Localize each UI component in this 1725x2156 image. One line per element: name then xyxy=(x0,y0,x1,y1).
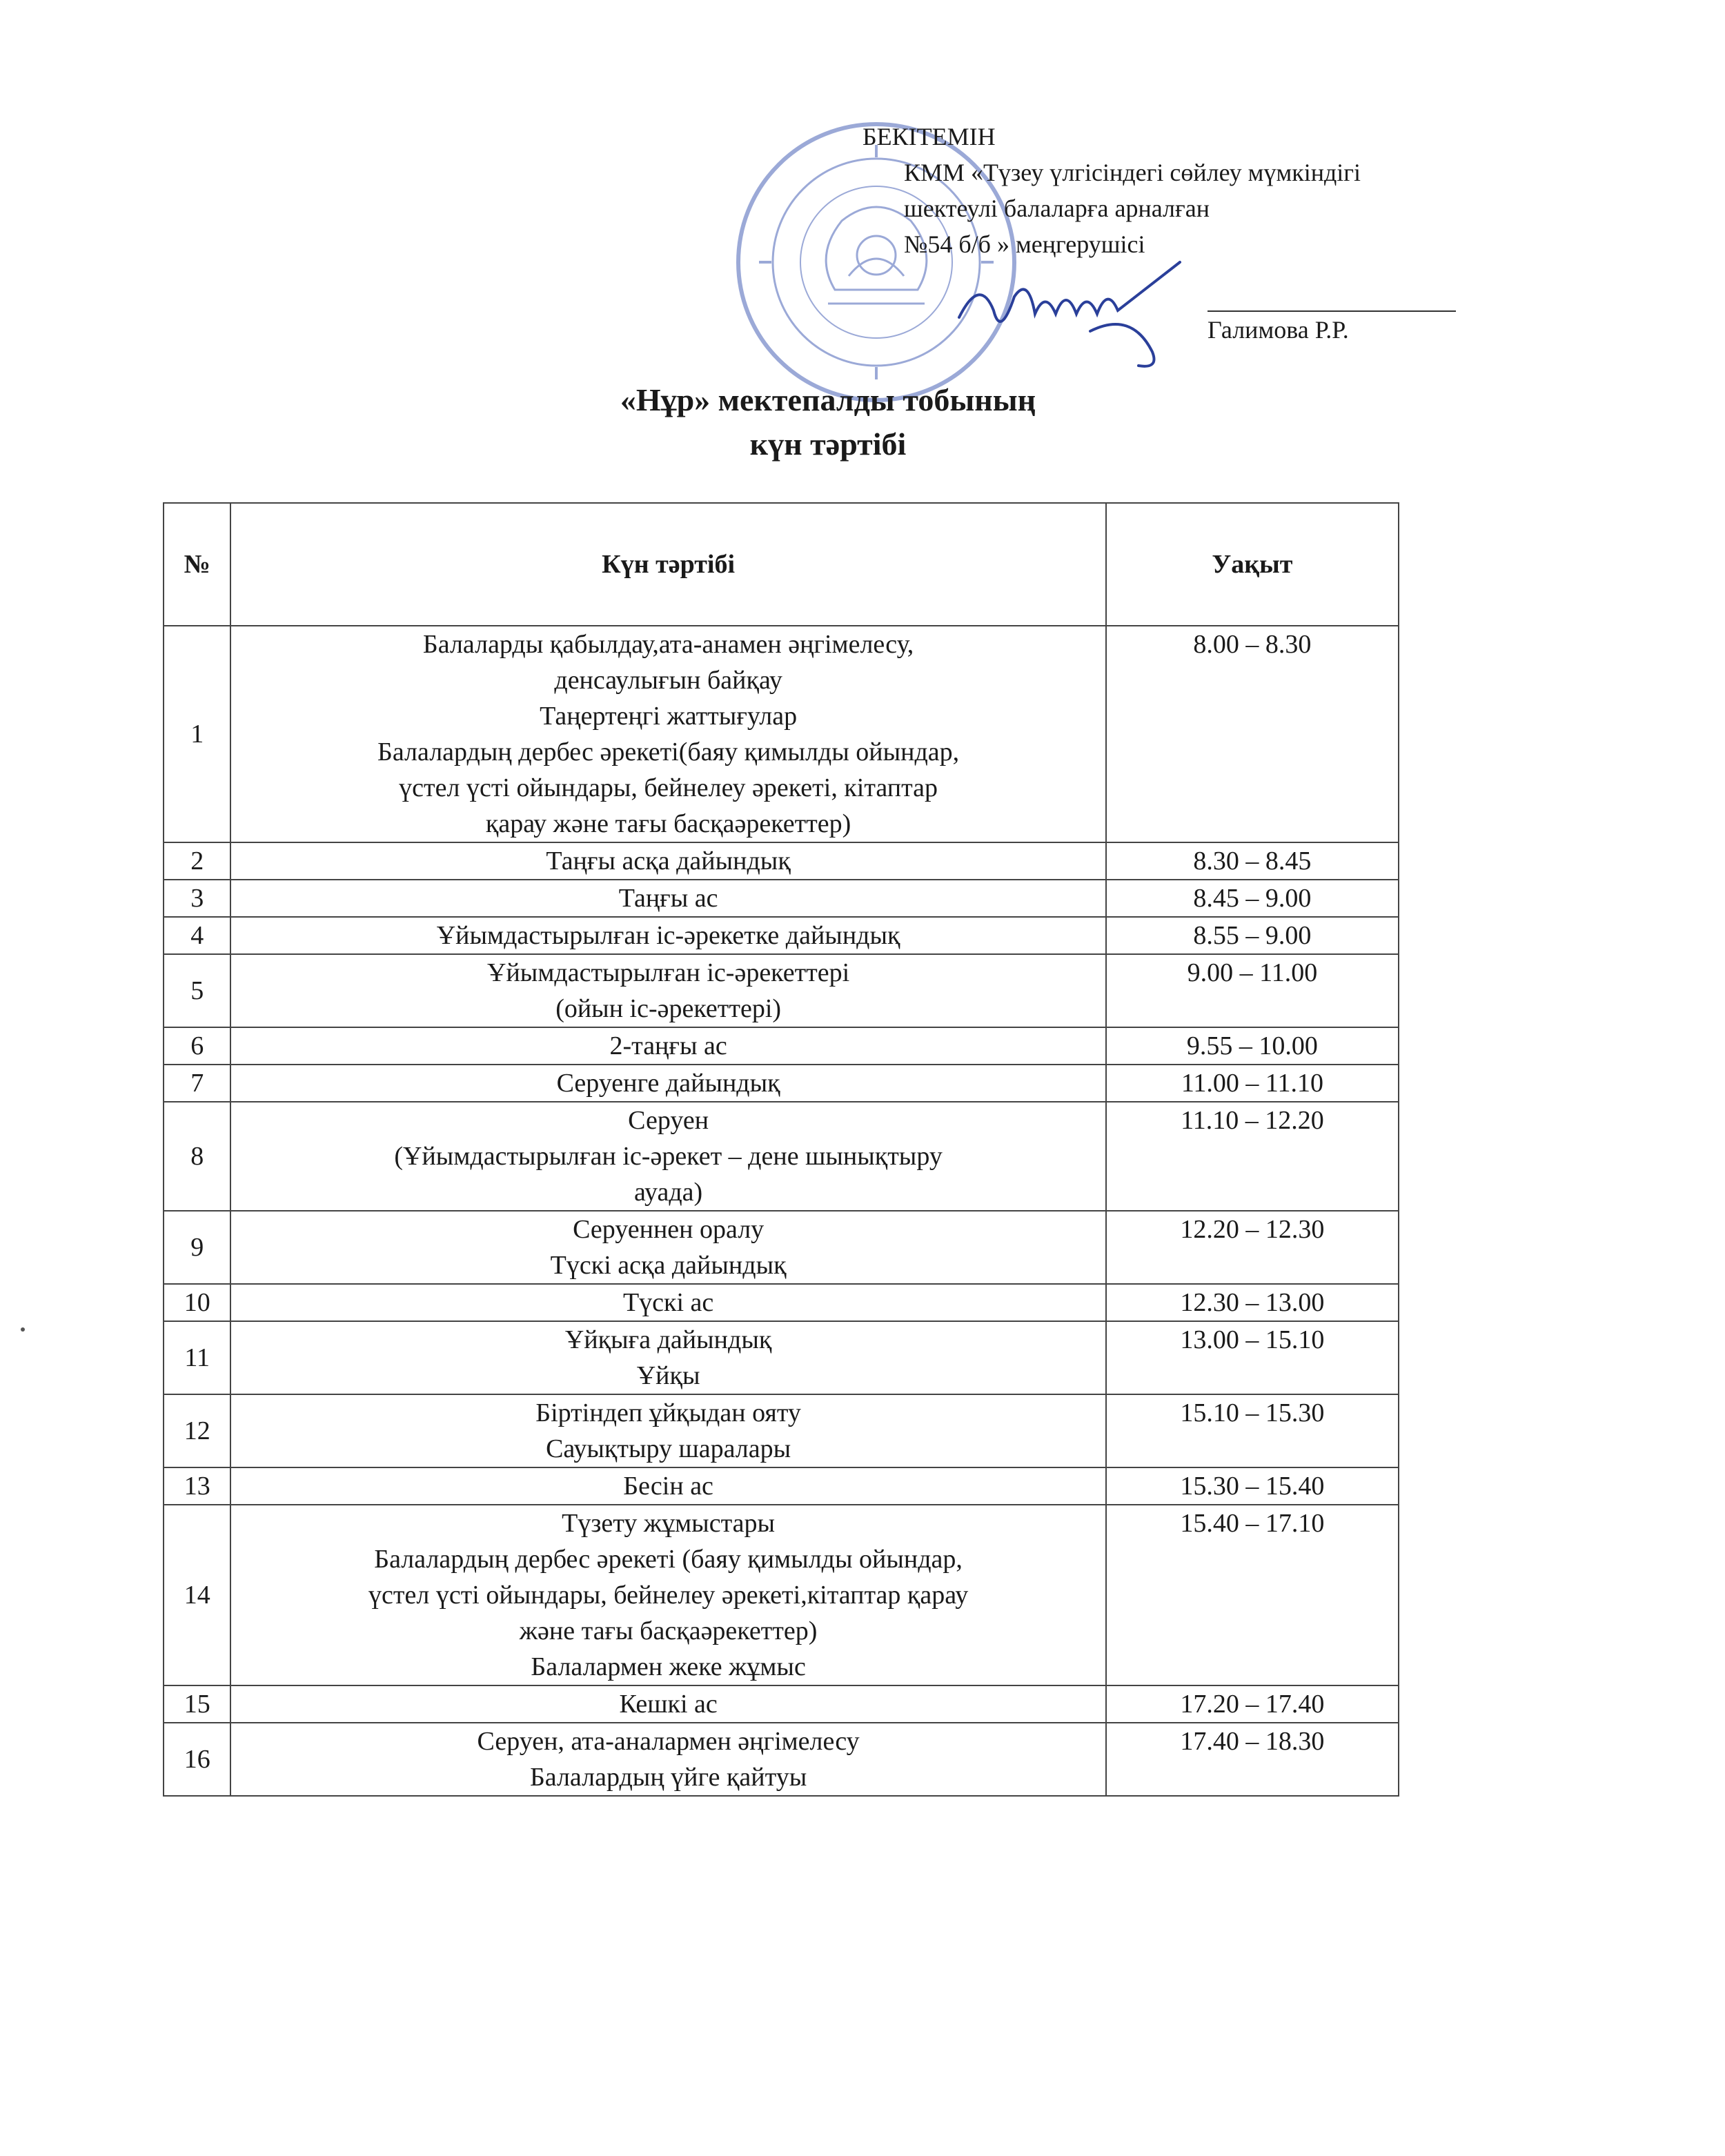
activity-line: Балалардың дербес әрекеті(баяу қимылды ойындар, xyxy=(377,738,960,767)
activity-line: Балаларды қабылдау,ата-анамен әңгімелесу, xyxy=(422,630,914,659)
row-activity xyxy=(230,1027,1105,1065)
row-activity xyxy=(230,1065,1105,1102)
table-header-row xyxy=(164,503,1399,626)
table-row xyxy=(164,1505,1399,1685)
activity-line: ауада) xyxy=(634,1178,703,1207)
row-time: 9.00 – 11.00 xyxy=(1106,954,1399,1027)
row-number: 15 xyxy=(164,1685,230,1723)
row-time: 8.00 – 8.30 xyxy=(1106,626,1399,842)
activity-line: Серуенге дайындық xyxy=(556,1069,780,1098)
page-title xyxy=(414,378,1242,466)
row-time: 11.00 – 11.10 xyxy=(1106,1065,1399,1102)
title-line-1: «Нұр» мектепалды тобының xyxy=(620,382,1036,417)
row-activity xyxy=(230,1505,1105,1685)
row-activity xyxy=(230,1211,1105,1284)
activity-line: Серуен xyxy=(628,1106,709,1135)
row-time: 15.40 – 17.10 xyxy=(1106,1505,1399,1685)
row-activity xyxy=(230,880,1105,917)
table-row xyxy=(164,1284,1399,1321)
activity-line: (ойын іс-әрекеттері) xyxy=(555,994,782,1023)
activity-line: Серуеннен оралу xyxy=(573,1215,765,1244)
title-line-2: күн тәртібі xyxy=(749,426,907,462)
row-number: 2 xyxy=(164,842,230,880)
signature-line xyxy=(1208,290,1456,312)
row-number: 16 xyxy=(164,1723,230,1796)
activity-line: Таңғы ас xyxy=(618,884,718,913)
activity-line: үстел үсті ойындары, бейнелеу әрекеті, кітаптар xyxy=(399,773,938,802)
row-activity xyxy=(230,842,1105,880)
activity-line: Түскі асқа дайындық xyxy=(550,1251,787,1280)
row-activity xyxy=(230,954,1105,1027)
activity-line: (Ұйымдастырылған іс-әрекет – дене шынықтыру xyxy=(394,1142,943,1171)
row-number: 9 xyxy=(164,1211,230,1284)
row-activity xyxy=(230,1284,1105,1321)
activity-line: Балалармен жеке жұмыс xyxy=(531,1652,806,1681)
table-row xyxy=(164,1211,1399,1284)
header-num: № xyxy=(164,503,230,626)
table-row xyxy=(164,880,1399,917)
row-time: 15.10 – 15.30 xyxy=(1106,1394,1399,1467)
schedule-table xyxy=(163,502,1399,1797)
activity-line: Сауықтыру шаралары xyxy=(546,1434,791,1463)
row-time: 12.20 – 12.30 xyxy=(1106,1211,1399,1284)
row-time: 17.20 – 17.40 xyxy=(1106,1685,1399,1723)
approval-heading: БЕКІТЕМІН xyxy=(862,123,996,150)
row-number: 10 xyxy=(164,1284,230,1321)
header-activity: Күн тәртібі xyxy=(230,503,1105,626)
table-row xyxy=(164,1394,1399,1467)
activity-line: Түскі ас xyxy=(622,1288,714,1317)
row-number: 1 xyxy=(164,626,230,842)
activity-line: қарау және тағы басқаәрекеттер) xyxy=(485,809,851,838)
activity-line: және тағы басқаәрекеттер) xyxy=(519,1616,818,1645)
table-row xyxy=(164,1723,1399,1796)
activity-line: Біртіндеп ұйқыдан ояту xyxy=(535,1398,801,1427)
row-time: 17.40 – 18.30 xyxy=(1106,1723,1399,1796)
activity-line: Серуен, ата-аналармен әңгімелесу xyxy=(477,1727,860,1756)
scan-speck xyxy=(21,1327,25,1332)
row-time: 12.30 – 13.00 xyxy=(1106,1284,1399,1321)
header-time: Уақыт xyxy=(1106,503,1399,626)
row-time: 11.10 – 12.20 xyxy=(1106,1102,1399,1211)
schedule-body xyxy=(164,626,1399,1796)
activity-line: Ұйқы xyxy=(636,1361,700,1390)
row-number: 14 xyxy=(164,1505,230,1685)
activity-line: 2-таңғы ас xyxy=(609,1031,727,1060)
row-number: 12 xyxy=(164,1394,230,1467)
table-row xyxy=(164,1065,1399,1102)
row-number: 4 xyxy=(164,917,230,954)
table-row xyxy=(164,1321,1399,1394)
table-row xyxy=(164,917,1399,954)
activity-line: Балалардың дербес әрекеті (баяу қимылды ойындар, xyxy=(374,1545,963,1574)
row-number: 6 xyxy=(164,1027,230,1065)
row-number: 3 xyxy=(164,880,230,917)
row-number: 11 xyxy=(164,1321,230,1394)
table-row xyxy=(164,842,1399,880)
row-number: 5 xyxy=(164,954,230,1027)
activity-line: Ұйымдастырылған іс-әрекетке дайындық xyxy=(436,921,900,950)
row-time: 13.00 – 15.10 xyxy=(1106,1321,1399,1394)
table-row xyxy=(164,1027,1399,1065)
approval-line-3: №54 б/б » меңгерушісі xyxy=(904,230,1145,258)
row-time: 15.30 – 15.40 xyxy=(1106,1467,1399,1505)
approval-block xyxy=(862,119,1552,348)
activity-line: Балалардың үйге қайтуы xyxy=(529,1763,807,1792)
activity-line: денсаулығын байқау xyxy=(554,666,782,695)
table-row xyxy=(164,626,1399,842)
activity-line: Ұйымдастырылған іс-әрекеттері xyxy=(487,958,850,987)
activity-line: үстел үсті ойындары, бейнелеу әрекеті,кітаптар қарау xyxy=(368,1581,969,1610)
approval-signature-row xyxy=(862,276,1552,348)
approval-line-1: КММ «Түзеу үлгісіндегі сөйлеу мүмкіндігі xyxy=(904,159,1361,186)
row-activity xyxy=(230,917,1105,954)
row-activity xyxy=(230,1102,1105,1211)
activity-line: Түзету жұмыстары xyxy=(562,1509,776,1538)
row-time: 8.45 – 9.00 xyxy=(1106,880,1399,917)
row-time: 8.30 – 8.45 xyxy=(1106,842,1399,880)
row-time: 9.55 – 10.00 xyxy=(1106,1027,1399,1065)
row-number: 8 xyxy=(164,1102,230,1211)
activity-line: Бесін ас xyxy=(623,1472,713,1501)
row-activity xyxy=(230,1321,1105,1394)
row-time: 8.55 – 9.00 xyxy=(1106,917,1399,954)
approval-line-2: шектеулі балаларға арналған xyxy=(904,195,1210,222)
row-activity xyxy=(230,1394,1105,1467)
table-row xyxy=(164,1467,1399,1505)
row-activity xyxy=(230,1685,1105,1723)
table-row xyxy=(164,954,1399,1027)
activity-line: Ұйқыға дайындық xyxy=(564,1325,772,1354)
table-row xyxy=(164,1102,1399,1211)
row-activity xyxy=(230,626,1105,842)
row-number: 13 xyxy=(164,1467,230,1505)
row-activity xyxy=(230,1723,1105,1796)
row-activity xyxy=(230,1467,1105,1505)
row-number: 7 xyxy=(164,1065,230,1102)
activity-line: Таңертеңгі жаттығулар xyxy=(540,702,798,731)
signatory-name: Галимова Р.Р. xyxy=(1208,316,1349,344)
activity-line: Таңғы асқа дайындық xyxy=(546,847,791,876)
activity-line: Кешкі ас xyxy=(619,1690,718,1719)
table-row xyxy=(164,1685,1399,1723)
